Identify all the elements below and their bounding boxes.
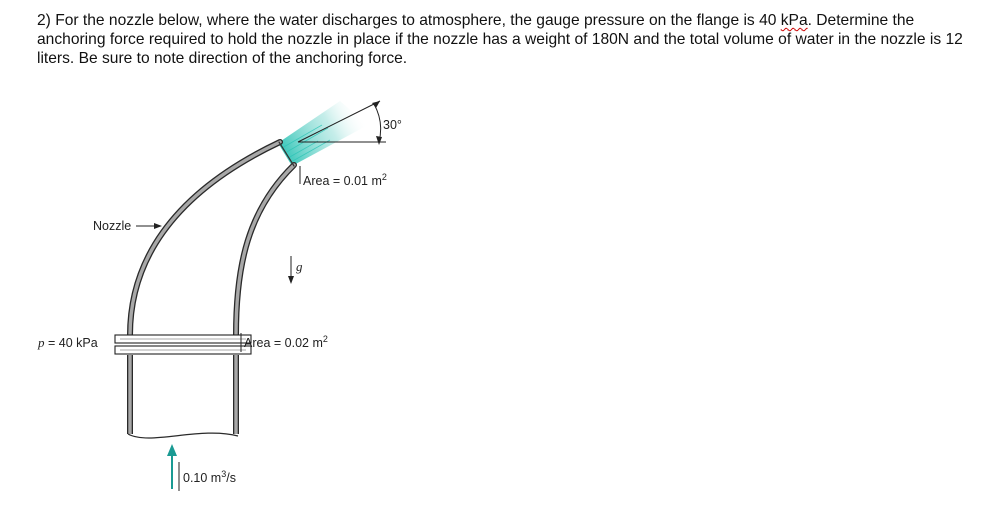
problem-text-1: 2) For the nozzle below, where the water discharges to atmosphere, the gauge pressure on the flange is 40 — [37, 12, 781, 29]
pressure-label — [37, 335, 98, 350]
inlet-area-label — [244, 334, 328, 350]
nozzle-pointer-arrow — [136, 223, 162, 229]
flow-rate-exponent: 3 — [221, 469, 227, 479]
problem-text-2: . Determine the anchoring force required to hold the nozzle in place if the nozzle has a weight of 180N and the total volume of water in the nozzle is 12 liters. Be sure to note direction of the anchoring force. — [37, 12, 963, 67]
angle-label: 30° — [383, 118, 402, 132]
problem-kpa-unit: kPa — [780, 12, 808, 29]
flange — [115, 335, 251, 354]
outlet-area-text: Area = 0.01 m — [303, 174, 382, 188]
gravity-arrow — [288, 256, 294, 284]
nozzle-body — [130, 142, 294, 335]
inlet-area-text: Area = 0.02 m — [244, 336, 323, 350]
flow-rate-text: 0.10 m — [183, 471, 222, 485]
pipe-cut-edge — [128, 433, 238, 438]
gravity-symbol: g — [296, 259, 303, 274]
outlet-area-exponent: 2 — [381, 172, 387, 182]
pressure-variable: p — [38, 335, 45, 350]
flow-arrow — [167, 444, 177, 489]
pressure-value: = 40 kPa — [44, 336, 98, 350]
supply-pipe — [128, 355, 238, 438]
inlet-area-exponent: 2 — [322, 334, 328, 344]
water-jet — [278, 101, 368, 166]
outlet-area-label — [303, 172, 387, 188]
nozzle-outer-wall — [130, 142, 280, 335]
flow-rate-label — [183, 469, 236, 485]
flow-rate-unit: /s — [226, 471, 236, 485]
nozzle-label: Nozzle — [93, 219, 132, 233]
